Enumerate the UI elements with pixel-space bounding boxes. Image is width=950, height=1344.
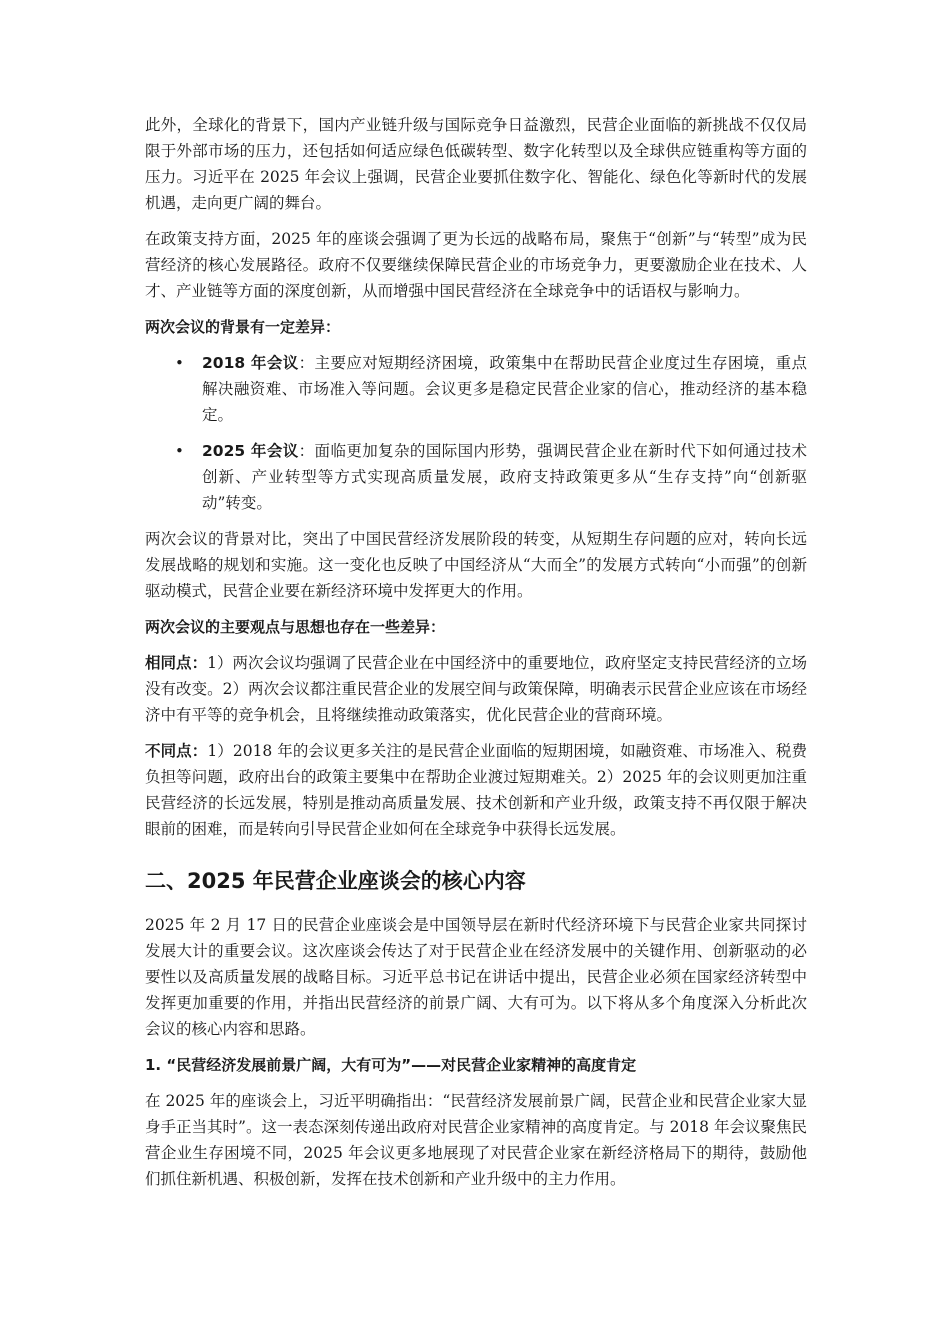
differences-label: 不同点： <box>145 742 208 760</box>
list-item-2025 <box>145 438 807 516</box>
paragraph-meeting-overview: 2025 年 2 月 17 日的民营企业座谈会是中国领导层在新时代经济环境下与民营企业家共同探讨发展大计的重要会议。这次座谈会传达了对于民营企业在经济发展中的关键作用、创新驱动的必要性以及高质量发展的战略目标。习近平总书记在讲话中提出，民营企业必须在国家经济转型中发挥更加重要的作用，并指出民营经济的前景广阔、大有可为。以下将从多个角度深入分析此次会议的核心内容和思路。 <box>145 916 807 1038</box>
similarities-label: 相同点： <box>145 654 208 672</box>
heading-background-differences: 两次会议的背景有一定差异： <box>145 318 341 336</box>
paragraph-policy-support: 在政策支持方面，2025 年的座谈会强调了更为长远的战略布局，聚焦于“创新”与“转型”成为民营经济的核心发展路径。政府不仅要继续保障民营企业的市场竞争力，更要激励企业在技术、人才、产业链等方面的深度创新，从而增强中国民营经济在全球竞争中的话语权与影响力。 <box>145 230 807 300</box>
list-item-text: 面临更加复杂的国际国内形势，强调民营企业在新时代下如何通过技术创新、产业转型等方式实现高质量发展，政府支持政策更多从“生存支持”向“创新驱动”转变。 <box>202 442 807 512</box>
list-item-label: 2018 年会议 <box>202 354 299 372</box>
list-item-colon: ： <box>298 442 315 460</box>
paragraph-background-comparison: 两次会议的背景对比，突出了中国民营经济发展阶段的转变，从短期生存问题的应对，转向长远发展战略的规划和实施。这一变化也反映了中国经济从“大而全”的发展方式转向“小而强”的创新驱动模式，民营企业要在新经济环境中发挥更大的作用。 <box>145 530 807 600</box>
paragraph-globalization: 此外，全球化的背景下，国内产业链升级与国际竞争日益激烈，民营企业面临的新挑战不仅仅局限于外部市场的压力，还包括如何适应绿色低碳转型、数字化转型以及全球供应链重构等方面的压力。习近平在 2025 年会议上强调，民营企业要抓住数字化、智能化、绿色化等新时代的发展机遇，走向更广阔的舞台。 <box>145 116 807 212</box>
paragraph-entrepreneur-spirit: 在 2025 年的座谈会上，习近平明确指出：“民营经济发展前景广阔，民营企业和民营企业家大显身手正当其时”。这一表态深刻传递出政府对民营企业家精神的高度肯定。与 2018 年会议聚焦民营企业生存困境不同，2025 年会议更多地展现了对民营企业家在新经济格局下的期待，鼓励他们抓住新机遇、积极创新，发挥在技术创新和产业升级中的主力作用。 <box>145 1092 807 1188</box>
heading-views-differences: 两次会议的主要观点与思想也存在一些差异： <box>145 618 446 636</box>
list-item-text: 主要应对短期经济困境，政策集中在帮助民营企业度过生存困境，重点解决融资难、市场准入等问题。会议更多是稳定民营企业家的信心，推动经济的基本稳定。 <box>202 354 807 424</box>
bullet-icon: • <box>175 442 184 460</box>
document-page <box>145 112 807 1202</box>
paragraph-differences <box>145 738 807 842</box>
list-item-2018 <box>145 350 807 428</box>
differences-text: 1）2018 年的会议更多关注的是民营企业面临的短期困境，如融资难、市场准入、税费负担等问题，政府出台的政策主要集中在帮助企业渡过短期难关。2）2025 年的会议则更加注重民营经济的长远发展，特别是推动高质量发展、技术创新和产业升级，政策支持不再仅限于解决眼前的困难，而是转向引导民营企业如何在全球竞争中获得长远发展。 <box>145 742 807 838</box>
list-item-label: 2025 年会议 <box>202 442 299 460</box>
meeting-background-list <box>145 350 807 516</box>
section-heading: 二、2025 年民营企业座谈会的核心内容 <box>145 869 526 893</box>
subheading-entrepreneur-spirit: 1. “民营经济发展前景广阔，大有可为”——对民营企业家精神的高度肯定 <box>145 1056 637 1074</box>
bullet-icon: • <box>175 354 184 372</box>
list-item-colon: ： <box>298 354 315 372</box>
similarities-text: 1）两次会议均强调了民营企业在中国经济中的重要地位，政府坚定支持民营经济的立场没有改变。2）两次会议都注重民营企业的发展空间与政策保障，明确表示民营企业应该在市场经济中有平等的竞争机会，且将继续推动政策落实，优化民营企业的营商环境。 <box>145 654 807 724</box>
paragraph-similarities <box>145 650 807 728</box>
